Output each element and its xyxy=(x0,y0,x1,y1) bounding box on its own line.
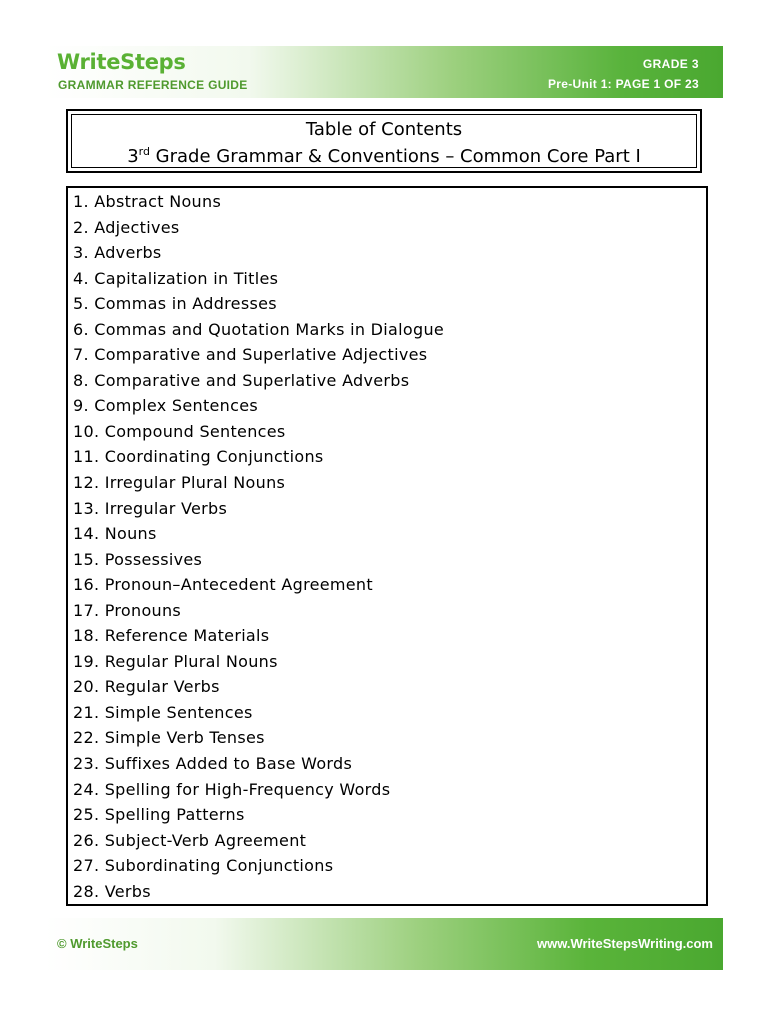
page-info: Pre-Unit 1: PAGE 1 OF 23 xyxy=(547,77,699,91)
toc-item: 13. Irregular Verbs xyxy=(73,498,228,518)
toc-box xyxy=(66,186,708,906)
toc-item: 19. Regular Plural Nouns xyxy=(73,651,278,671)
toc-item: 24. Spelling for High-Frequency Words xyxy=(73,779,391,799)
toc-item: 21. Simple Sentences xyxy=(73,702,253,722)
toc-item: 5. Commas in Addresses xyxy=(73,294,277,314)
toc-item: 12. Irregular Plural Nouns xyxy=(73,473,286,493)
toc-item: 20. Regular Verbs xyxy=(73,677,220,697)
guide-subtitle: GRAMMAR REFERENCE GUIDE xyxy=(58,78,248,92)
toc-item: 15. Possessives xyxy=(73,549,203,569)
website-link[interactable]: www.WriteStepsWriting.com xyxy=(536,936,713,951)
toc-item: 18. Reference Materials xyxy=(73,626,270,646)
page-title: Table of Contents xyxy=(305,119,463,140)
page-subtitle xyxy=(68,145,700,167)
brand-logo: WriteSteps xyxy=(57,50,186,74)
grade-label: GRADE 3 xyxy=(642,57,699,71)
header-banner xyxy=(45,46,723,98)
toc-item: 16. Pronoun–Antecedent Agreement xyxy=(73,575,373,595)
toc-item: 11. Coordinating Conjunctions xyxy=(73,447,324,467)
toc-item: 7. Comparative and Superlative Adjectives xyxy=(73,345,428,365)
toc-item: 6. Commas and Quotation Marks in Dialogue xyxy=(73,319,445,339)
toc-item: 27. Subordinating Conjunctions xyxy=(73,856,334,876)
toc-item: 1. Abstract Nouns xyxy=(73,192,222,211)
subtitle-prefix: 3 xyxy=(127,146,139,167)
toc-item: 14. Nouns xyxy=(73,524,157,544)
toc-item: 26. Subject-Verb Agreement xyxy=(73,830,307,850)
toc-item: 25. Spelling Patterns xyxy=(73,805,245,825)
toc-item: 22. Simple Verb Tenses xyxy=(73,728,265,748)
footer-banner xyxy=(45,918,723,970)
toc-list xyxy=(73,189,444,904)
toc-item: 17. Pronouns xyxy=(73,600,182,620)
toc-item: 9. Complex Sentences xyxy=(73,396,258,416)
subtitle-ordinal: rd xyxy=(138,145,150,158)
subtitle-rest: Grade Grammar & Conventions – Common Core Part I xyxy=(149,146,641,167)
toc-item: 3. Adverbs xyxy=(73,243,162,263)
toc-item: 8. Comparative and Superlative Adverbs xyxy=(73,370,410,390)
toc-item: 23. Suffixes Added to Base Words xyxy=(73,754,353,774)
copyright-text: © WriteSteps xyxy=(57,936,138,951)
toc-item: 28. Verbs xyxy=(73,881,151,901)
toc-item: 2. Adjectives xyxy=(73,217,180,237)
toc-item: 4. Capitalization in Titles xyxy=(73,268,279,288)
toc-item: 10. Compound Sentences xyxy=(73,421,286,441)
title-box xyxy=(66,109,702,173)
